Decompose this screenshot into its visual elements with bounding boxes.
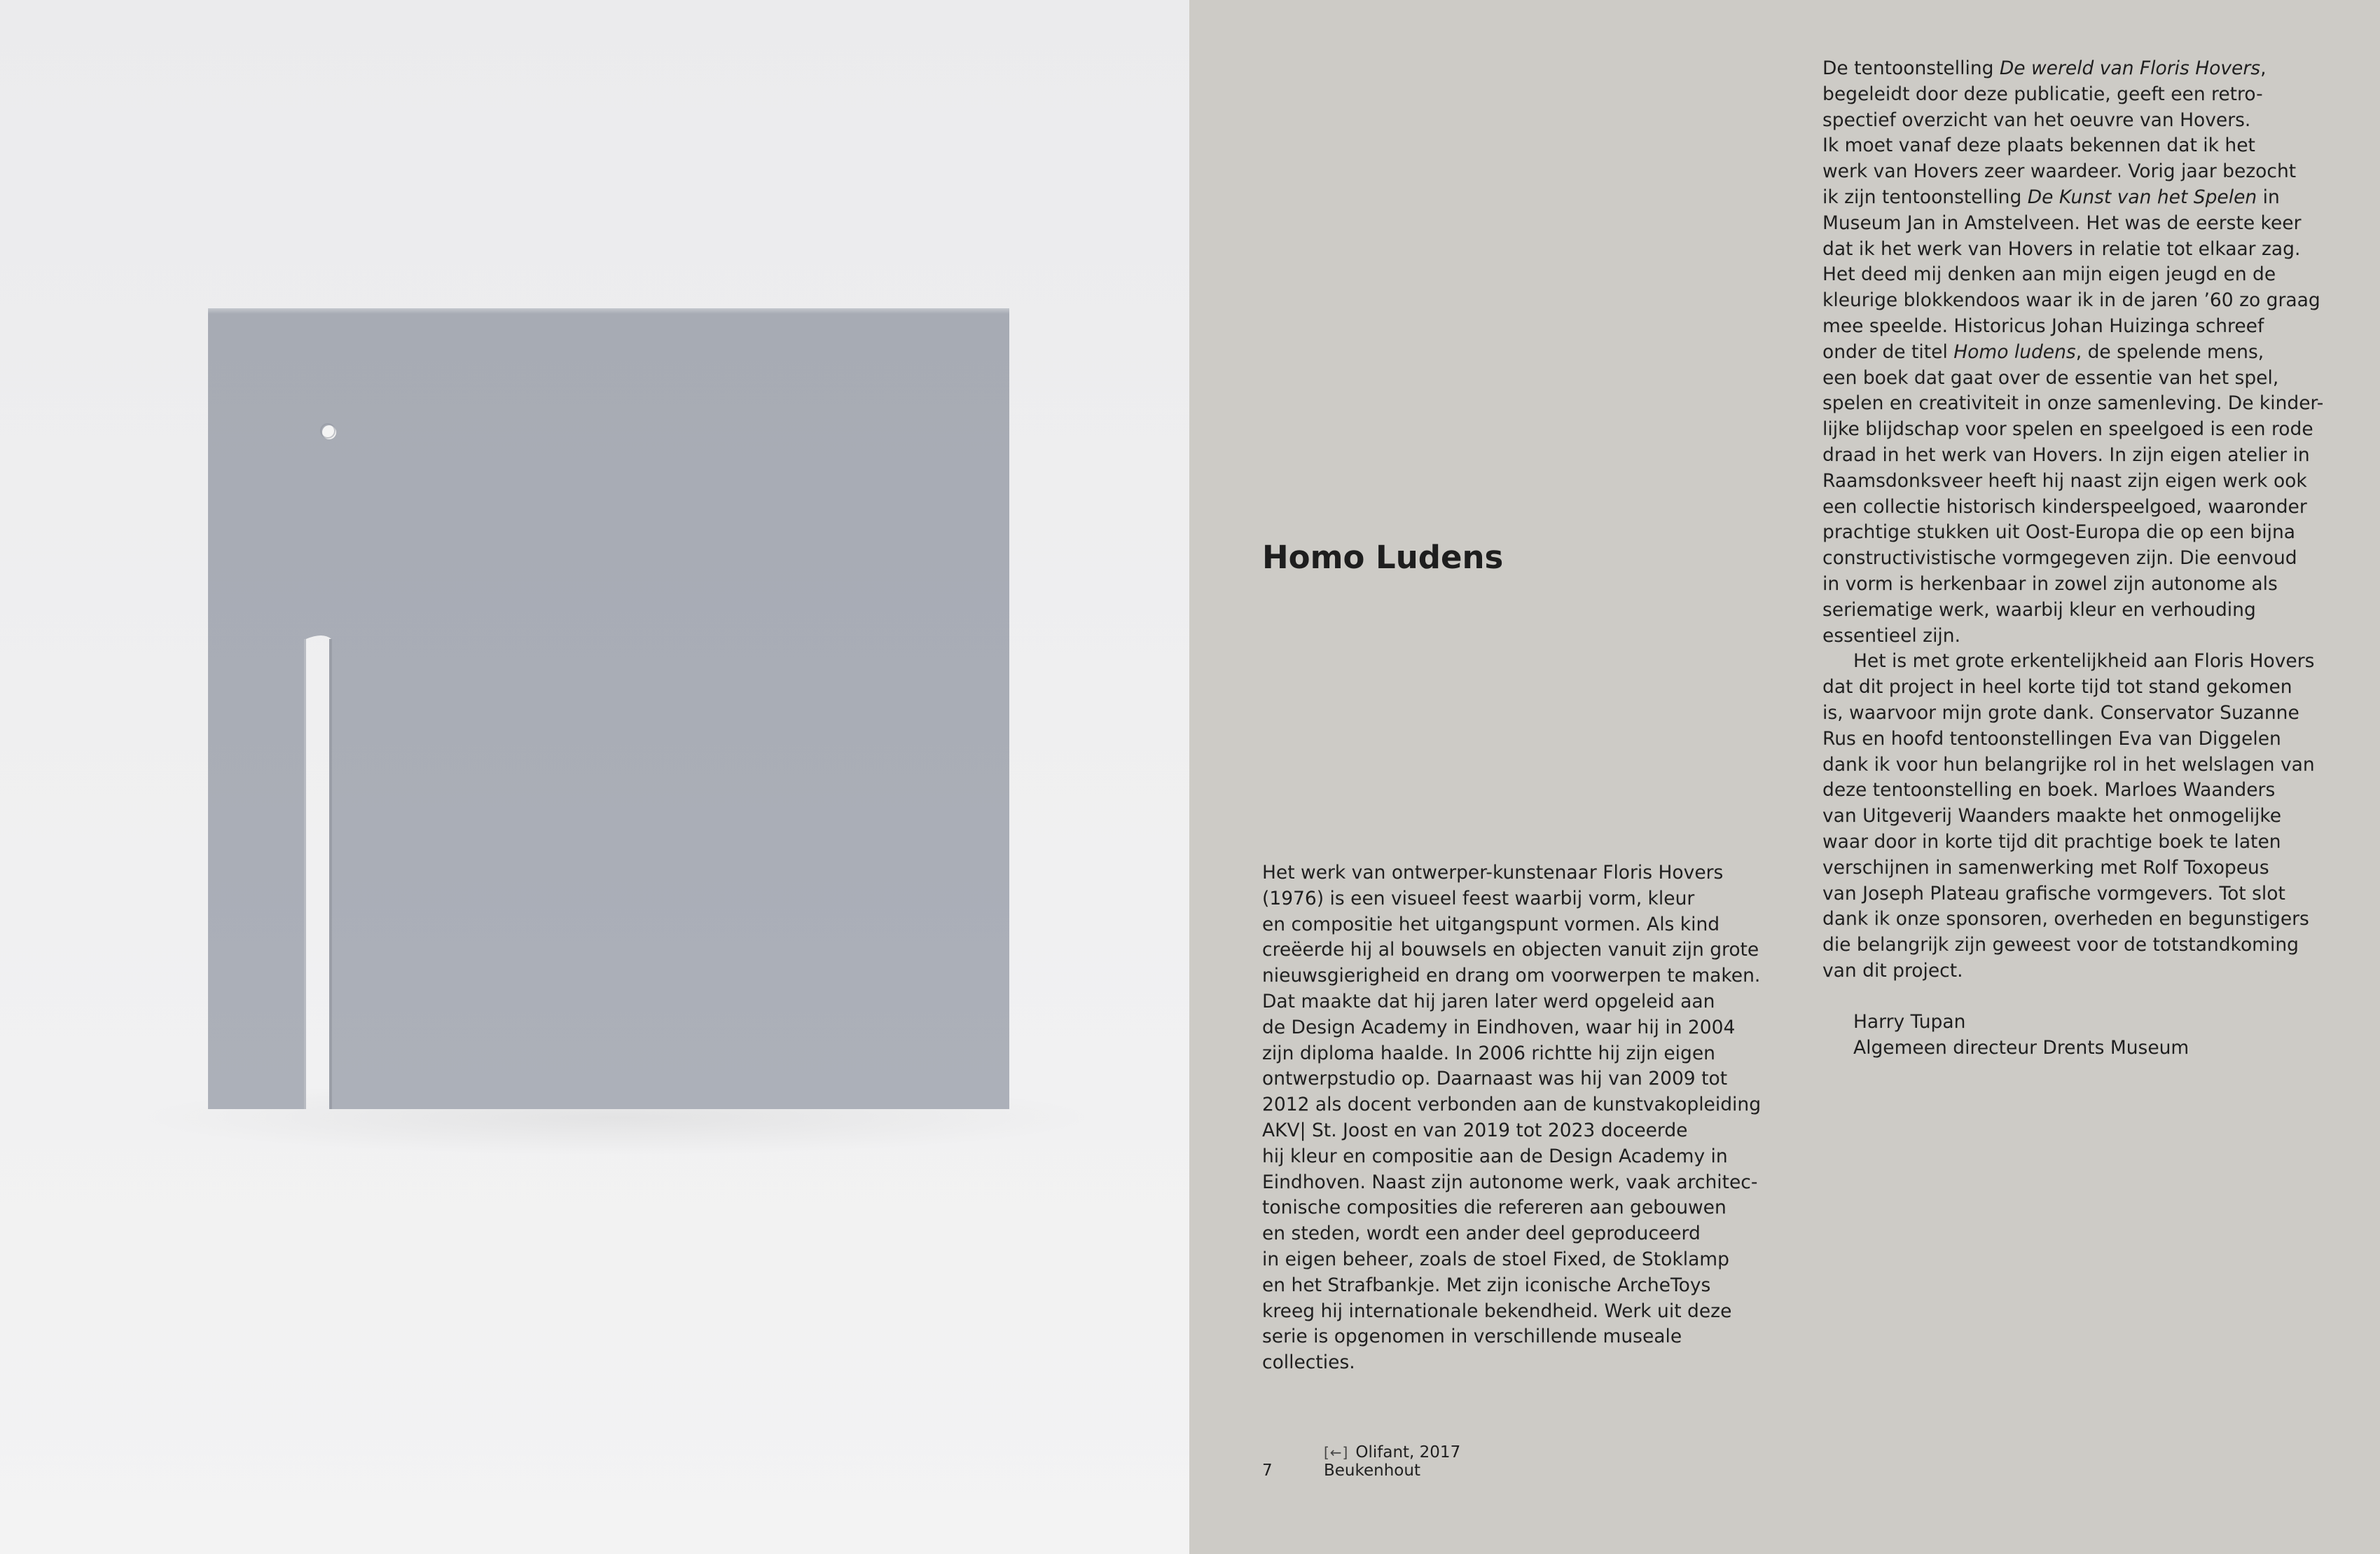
caption-arrow-icon: [←] bbox=[1324, 1444, 1349, 1461]
foreword-line bbox=[1822, 237, 2323, 263]
foreword-line bbox=[1822, 675, 2323, 701]
text-segment: lijke blijdschap voor spelen en speelgoed is een rode bbox=[1822, 418, 2313, 441]
foreword-line bbox=[1822, 598, 2323, 624]
foreword-line bbox=[1822, 211, 2323, 237]
intro-line: creëerde hij al bouwsels en objecten vanuit zijn grote bbox=[1262, 939, 1759, 961]
text-segment: Museum Jan in Amstelveen. Het was de eerste keer bbox=[1822, 212, 2302, 234]
text-segment: is, waarvoor mijn grote dank. Conservator Suzanne bbox=[1822, 701, 2299, 724]
foreword-line bbox=[1822, 340, 2323, 366]
foreword-line bbox=[1822, 469, 2323, 495]
text-segment: een collectie historisch kinderspeelgoed, waaronder bbox=[1822, 495, 2307, 518]
intro-line: AKV| St. Joost en van 2019 tot 2023 doceerde bbox=[1262, 1119, 1688, 1141]
text-segment: essentieel zijn. bbox=[1822, 624, 1961, 647]
text-segment: constructivistische vormgegeven zijn. Die eenvoud bbox=[1822, 547, 2297, 570]
text-segment: van Uitgeverij Waanders maakte het onmogelijke bbox=[1822, 805, 2282, 827]
left-page-photo bbox=[0, 0, 1189, 1554]
text-segment: De tentoonstelling bbox=[1822, 57, 2000, 79]
text-segment: mee speelde. Historicus Johan Huizinga schreef bbox=[1822, 315, 2264, 337]
foreword-line bbox=[1822, 288, 2323, 314]
foreword-line bbox=[1822, 520, 2323, 546]
foreword-line bbox=[1822, 495, 2323, 521]
text-segment: dank ik voor hun belangrijke rol in het welslagen van bbox=[1822, 753, 2315, 776]
text-segment: waar door in korte tijd dit prachtige boek te laten bbox=[1822, 830, 2281, 853]
text-segment: dat ik het werk van Hovers in relatie tot elkaar zag. bbox=[1822, 238, 2301, 260]
text-segment: Ik moet vanaf deze plaats bekennen dat ik het bbox=[1822, 135, 2255, 157]
foreword-line bbox=[1822, 649, 2323, 675]
page-number: 7 bbox=[1262, 1462, 1273, 1480]
text-segment: verschijnen in samenwerking met Rolf Toxopeus bbox=[1822, 856, 2269, 879]
text-segment: ik zijn tentoonstelling bbox=[1822, 186, 2028, 208]
intro-line: en steden, wordt een ander deel geproduceerd bbox=[1262, 1223, 1701, 1245]
foreword-line bbox=[1822, 185, 2323, 211]
intro-line: en het Strafbankje. Met zijn iconische ArcheToys bbox=[1262, 1274, 1711, 1296]
photo-caption bbox=[1324, 1443, 1460, 1480]
text-segment: Rus en hoofd tentoonstellingen Eva van Diggelen bbox=[1822, 727, 2281, 750]
intro-line: serie is opgenomen in verschillende museale bbox=[1262, 1326, 1682, 1348]
foreword-column bbox=[1822, 56, 2323, 1061]
foreword-line bbox=[1822, 855, 2323, 881]
text-segment: onder de titel bbox=[1822, 341, 1954, 363]
foreword-line bbox=[1822, 82, 2323, 108]
foreword-line bbox=[1822, 159, 2323, 185]
foreword-line bbox=[1822, 778, 2323, 804]
text-segment: , de spelende mens, bbox=[2075, 341, 2264, 363]
foreword-line bbox=[1822, 958, 2323, 984]
text-segment: , bbox=[2260, 57, 2267, 79]
text-segment: Het is met grote erkentelijkheid aan Floris Hovers bbox=[1853, 650, 2315, 673]
foreword-line bbox=[1822, 443, 2323, 469]
spacer bbox=[1822, 984, 2323, 1010]
foreword-line bbox=[1822, 314, 2323, 340]
caption-material: Beukenhout bbox=[1324, 1462, 1420, 1480]
foreword-line bbox=[1822, 752, 2323, 778]
foreword-line bbox=[1822, 56, 2323, 82]
text-segment: prachtige stukken uit Oost-Europa die op een bijna bbox=[1822, 521, 2296, 544]
foreword-line bbox=[1822, 830, 2323, 855]
intro-line: zijn diploma haalde. In 2006 richtte hij zijn eigen bbox=[1262, 1042, 1715, 1064]
text-segment: draad in het werk van Hovers. In zijn eigen atelier in bbox=[1822, 443, 2310, 466]
text-segment: werk van Hovers zeer waardeer. Vorig jaar bezocht bbox=[1822, 160, 2297, 183]
text-segment: dat dit project in heel korte tijd tot stand gekomen bbox=[1822, 676, 2292, 699]
intro-line: Dat maakte dat hij jaren later werd opgeleid aan bbox=[1262, 990, 1715, 1012]
intro-line: kreeg hij internationale bekendheid. Werk uit deze bbox=[1262, 1300, 1732, 1322]
intro-line: (1976) is een visueel feest waarbij vorm, kleur bbox=[1262, 887, 1695, 909]
signature-title: Algemeen directeur Drents Museum bbox=[1853, 1037, 2189, 1059]
intro-line: en compositie het uitgangspunt vormen. Als kind bbox=[1262, 913, 1720, 935]
text-segment: Raamsdonksveer heeft hij naast zijn eigen werk ook bbox=[1822, 469, 2307, 492]
signature-name: Harry Tupan bbox=[1853, 1011, 1966, 1033]
page-title: Homo Ludens bbox=[1262, 539, 1504, 576]
foreword-line bbox=[1822, 624, 2323, 649]
text-segment: van Joseph Plateau grafische vormgevers. Tot slot bbox=[1822, 882, 2285, 905]
text-segment: begeleidt door deze publicatie, geeft een retro- bbox=[1822, 83, 2263, 105]
caption-title: Olifant, 2017 bbox=[1355, 1443, 1461, 1462]
foreword-line bbox=[1822, 133, 2323, 159]
foreword-line bbox=[1822, 881, 2323, 907]
intro-line: 2012 als docent verbonden aan de kunstvakopleiding bbox=[1262, 1094, 1762, 1116]
foreword-line bbox=[1822, 727, 2323, 752]
intro-line: in eigen beheer, zoals de stoel Fixed, de Stoklamp bbox=[1262, 1248, 1729, 1270]
italic-title: De Kunst van het Spelen bbox=[2027, 186, 2257, 208]
foreword-line bbox=[1822, 108, 2323, 134]
intro-line: Eindhoven. Naast zijn autonome werk, vaak architec- bbox=[1262, 1171, 1758, 1193]
text-segment: dank ik onze sponsoren, overheden en begunstigers bbox=[1822, 908, 2309, 930]
foreword-line bbox=[1822, 701, 2323, 727]
text-segment: in vorm is herkenbaar in zowel zijn autonome als bbox=[1822, 572, 2278, 595]
foreword-line bbox=[1822, 804, 2323, 830]
text-segment: deze tentoonstelling en boek. Marloes Waanders bbox=[1822, 779, 2276, 802]
intro-line: collecties. bbox=[1262, 1352, 1355, 1374]
foreword-line bbox=[1822, 546, 2323, 572]
italic-title: Homo ludens bbox=[1953, 341, 2076, 363]
foreword-line bbox=[1822, 907, 2323, 933]
foreword-line bbox=[1822, 366, 2323, 392]
intro-line: de Design Academy in Eindhoven, waar hij in 2004 bbox=[1262, 1016, 1736, 1038]
artwork-photo bbox=[0, 0, 1189, 1554]
artwork-top-edge bbox=[208, 308, 1009, 314]
foreword-line bbox=[1822, 391, 2323, 417]
italic-title: De wereld van Floris Hovers bbox=[1999, 57, 2261, 79]
intro-line: tonische composities die refereren aan gebouwen bbox=[1262, 1197, 1727, 1219]
foreword-line bbox=[1822, 933, 2323, 958]
intro-line: nieuwsgierigheid en drang om voorwerpen te maken. bbox=[1262, 965, 1761, 987]
intro-line: ontwerpstudio op. Daarnaast was hij van 2009 tot bbox=[1262, 1068, 1728, 1090]
text-segment: spelen en creativiteit in onze samenleving. De kinder- bbox=[1822, 392, 2324, 415]
intro-column bbox=[1262, 860, 1761, 1376]
foreword-line bbox=[1822, 417, 2323, 443]
text-segment: spectief overzicht van het oeuvre van Hovers. bbox=[1822, 109, 2251, 131]
foreword-line bbox=[1822, 572, 2323, 598]
text-segment: een boek dat gaat over de essentie van het spel, bbox=[1822, 366, 2279, 389]
text-segment: kleurige blokkendoos waar ik in de jaren ’60 zo graag bbox=[1822, 289, 2320, 312]
intro-line: hij kleur en compositie aan de Design Academy in bbox=[1262, 1145, 1728, 1167]
text-segment: in bbox=[2257, 186, 2280, 208]
text-segment: Het deed mij denken aan mijn eigen jeugd en de bbox=[1822, 263, 2276, 286]
text-segment: seriematige werk, waarbij kleur en verhouding bbox=[1822, 598, 2256, 621]
foreword-line bbox=[1822, 262, 2323, 288]
text-segment: van dit project. bbox=[1822, 959, 1963, 982]
intro-line: Het werk van ontwerper-kunstenaar Floris Hovers bbox=[1262, 862, 1724, 883]
text-segment: die belangrijk zijn geweest voor de totstandkoming bbox=[1822, 934, 2299, 956]
